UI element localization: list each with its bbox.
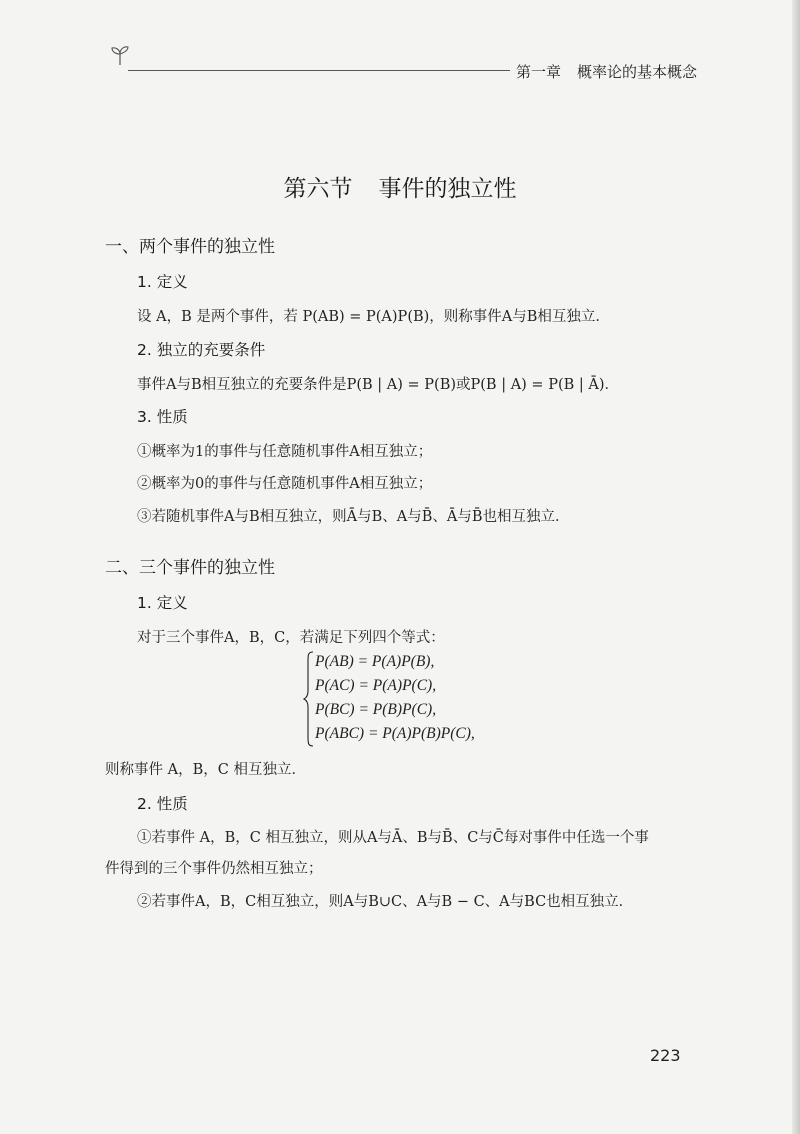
property-item: ②概率为0的事件与任意随机事件A相互独立； (137, 476, 433, 492)
header-rule (128, 70, 510, 71)
part1-definition-text: 设 A，B 是两个事件，若 P(AB) = P(A)P(B)，则称事件A与B相互独立． (137, 309, 610, 325)
part1-property-heading: 3. 性质 (137, 408, 188, 426)
chapter-number: 第一章 (516, 63, 562, 81)
part2-definition-heading: 1. 定义 (137, 594, 188, 612)
property-item: ①若事件 A，B，C 相互独立，则从A与Ā、B与B̄、C与C̄每对事件中任选一个事 (137, 830, 649, 846)
part2-heading: 二、三个事件的独立性 (105, 558, 275, 578)
part1-condition-heading: 2. 独立的充要条件 (137, 341, 266, 359)
page-number: 223 (650, 1046, 681, 1065)
part2-definition-conclusion: 则称事件 A，B，C 相互独立． (105, 762, 306, 778)
part2-definition-intro: 对于三个事件A，B，C，若满足下列四个等式： (137, 630, 445, 646)
part2-property-heading: 2. 性质 (137, 795, 188, 813)
part1-definition-heading: 1. 定义 (137, 273, 188, 291)
section-heading: 事件的独立性 (378, 176, 517, 202)
equation: P(BC) = P(B)P(C), (315, 701, 437, 718)
running-header (516, 61, 697, 82)
sprout-icon (108, 44, 132, 66)
property-item: ③若随机事件A与B相互独立，则Ā与B、A与B̄、Ā与B̄也相互独立． (137, 509, 570, 525)
part1-heading: 一、两个事件的独立性 (105, 237, 275, 257)
chapter-title: 概率论的基本概念 (577, 63, 698, 81)
equation-system (303, 651, 543, 751)
property-item-continuation: 件得到的三个事件仍然相互独立； (105, 861, 323, 877)
equation: P(ABC) = P(A)P(B)P(C), (315, 725, 475, 742)
left-brace-icon (303, 651, 315, 747)
property-item: ②若事件A，B，C相互独立，则A与B∪C、A与B − C、A与BC也相互独立． (137, 894, 634, 910)
equation: P(AB) = P(A)P(B), (315, 653, 435, 670)
section-title (0, 170, 800, 203)
equation: P(AC) = P(A)P(C), (315, 677, 437, 694)
section-number: 第六节 (283, 176, 353, 202)
property-item: ①概率为1的事件与任意随机事件A相互独立； (137, 444, 433, 460)
part1-condition-text: 事件A与B相互独立的充要条件是P(B | A) = P(B)或P(B | A) = P(B | Ā)． (137, 377, 619, 393)
